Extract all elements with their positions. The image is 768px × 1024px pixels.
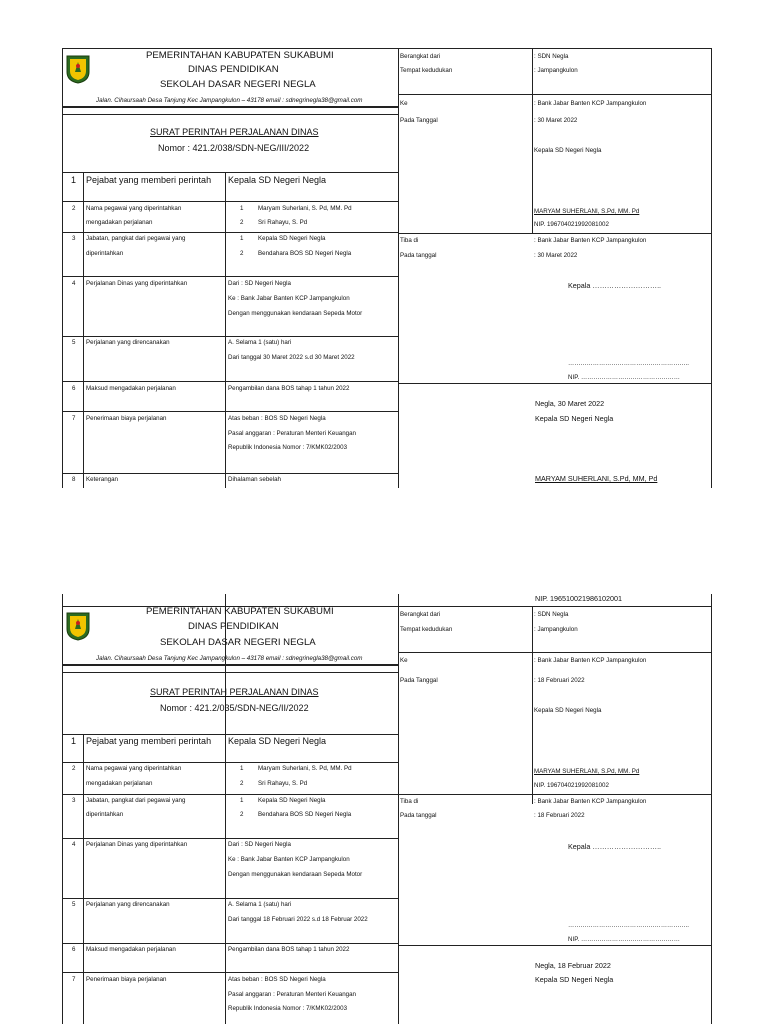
label-pada-tanggal: Pada Tanggal <box>400 117 438 124</box>
row-number: 2 <box>72 765 76 772</box>
budget-source: Atas beban : BOS SD Negeri Negla <box>228 415 326 422</box>
signature-blank-line: ………………………………………………….. <box>568 360 690 367</box>
border-right <box>711 48 712 488</box>
label-tiba: Tiba di <box>400 798 419 805</box>
budget-regulation: Pasal anggaran : Peraturan Menteri Keuangan <box>228 991 356 998</box>
position-1-number: 1 <box>240 235 244 242</box>
row-number: 3 <box>72 797 76 804</box>
label-biaya: Penerimaan biaya perjalanan <box>86 415 167 422</box>
value-pada-tanggal: : 18 Februari 2022 <box>534 677 585 684</box>
row-number: 4 <box>72 280 76 287</box>
row-number: 5 <box>72 901 76 908</box>
value-berangkat: : SDN Negla <box>534 611 569 618</box>
school-name: SEKOLAH DASAR NEGERI NEGLA <box>160 637 316 648</box>
label-biaya: Penerimaan biaya perjalanan <box>86 976 167 983</box>
label-tiba-tanggal: Pada tanggal <box>400 812 437 819</box>
value-pada-tanggal: : 30 Maret 2022 <box>534 117 578 124</box>
border-right <box>711 594 712 1024</box>
row-line <box>62 473 398 474</box>
row-line <box>62 943 398 944</box>
right-line <box>398 794 711 795</box>
kepala-signature-line: Kepala ……………………….. <box>568 281 662 290</box>
employee-1-number: 1 <box>240 205 244 212</box>
employee-1-number: 1 <box>240 765 244 772</box>
label-keterangan: Keterangan <box>86 476 118 483</box>
border-left <box>62 594 63 1024</box>
budget-regulation-number: Republik Indonesia Nomor : 7/KMK02/2003 <box>228 444 348 451</box>
budget-regulation: Pasal anggaran : Peraturan Menteri Keuangan <box>228 430 356 437</box>
sign-title: Kepala SD Negeri Negla <box>535 414 614 423</box>
row-line <box>62 336 398 337</box>
label-jabatan-2: diperintahkan <box>86 811 124 818</box>
row-line <box>62 201 398 202</box>
value-tempat: : Jampangkulon <box>534 67 578 74</box>
gov-name: PEMERINTAHAN KABUPATEN SUKABUMI <box>146 606 334 617</box>
sign-title: Kepala SD Negeri Negla <box>535 975 614 984</box>
label-pejabat: Pejabat yang memberi perintah <box>86 736 212 746</box>
row-number: 7 <box>72 415 76 422</box>
label-pejabat: Pejabat yang memberi perintah <box>86 175 212 185</box>
trip-dates: Dari tanggal 18 Februari 2022 s.d 18 Februar 2022 <box>228 916 368 923</box>
trip-from: Dari : SD Negeri Negla <box>228 280 291 287</box>
header-bottom-line <box>62 672 398 673</box>
nip-blank: NIP. ………………………………………… <box>568 936 680 943</box>
value-col-divider <box>225 172 226 488</box>
value-tiba-tanggal: : 30 Maret 2022 <box>534 252 578 259</box>
employee-2-name: Sri Rahayu, S. Pd <box>258 219 308 226</box>
value-pejabat: Kepala SD Negeri Negla <box>228 736 327 746</box>
label-tempat: Tempat kedudukan <box>400 626 453 633</box>
dept-name: DINAS PENDIDIKAN <box>188 621 279 632</box>
label-maksud: Maksud mengadakan perjalanan <box>86 946 176 953</box>
row-number: 1 <box>71 736 77 746</box>
position-2: Bendahara BOS SD Negeri Negla <box>258 250 352 257</box>
doc-title: SURAT PERINTAH PERJALANAN DINAS <box>150 127 319 137</box>
label-perjalanan-dinas: Perjalanan Dinas yang diperintahkan <box>86 280 188 287</box>
label-nama-pegawai: Nama pegawai yang diperintahkan <box>86 205 182 212</box>
trip-purpose: Pengambilan dana BOS tahap 1 tahun 2022 <box>228 946 350 953</box>
right-line <box>398 233 711 234</box>
row-number: 5 <box>72 339 76 346</box>
employee-1-name: Maryam Suherlani, S. Pd, MM. Pd <box>258 205 352 212</box>
position-2-number: 2 <box>240 250 244 257</box>
right-line <box>398 652 711 653</box>
signatory-nip: NIP. 196704021992081002 <box>534 782 609 789</box>
right-line <box>398 94 711 95</box>
school-name: SEKOLAH DASAR NEGERI NEGLA <box>160 79 316 90</box>
border-top <box>62 48 711 49</box>
signature-blank-line: ………………………………………………….. <box>568 922 690 929</box>
value-tiba-tanggal: : 18 Februari 2022 <box>534 812 585 819</box>
letterhead-rule <box>62 106 398 108</box>
nip-blank: NIP. ………………………………………… <box>568 374 680 381</box>
doc-number: Nomor : 421.2/038/SDN-NEG/III/2022 <box>158 143 310 153</box>
label-pada-tanggal: Pada Tanggal <box>400 677 438 684</box>
label-nama-pegawai: Nama pegawai yang diperintahkan <box>86 765 182 772</box>
right-col-divider <box>532 48 533 233</box>
row-number: 8 <box>72 476 76 483</box>
trip-vehicle: Dengan menggunakan kendaraan Sepeda Motor <box>228 871 363 878</box>
value-pejabat: Kepala SD Negeri Negla <box>228 175 327 185</box>
row-number: 4 <box>72 841 76 848</box>
trip-to: Ke : Bank Jabar Banten KCP Jampangkulon <box>228 295 350 302</box>
label-tempat: Tempat kedudukan <box>400 67 453 74</box>
row-number: 6 <box>72 946 76 953</box>
trip-dates: Dari tanggal 30 Maret 2022 s.d 30 Maret 2022 <box>228 354 355 361</box>
num-col-divider <box>83 734 84 1024</box>
value-ke: : Bank Jabar Banten KCP Jampangkulon <box>534 657 647 664</box>
label-ke: Ke <box>400 100 408 107</box>
sign-place-date: Negla, 30 Maret 2022 <box>535 399 605 408</box>
regency-crest-logo <box>65 611 91 641</box>
school-address: Jalan. Cihaursaah Desa Tanjung Kec Jampangkulon – 43178 email : sdnegrinegla38@gmail.com <box>96 655 363 662</box>
label-maksud: Maksud mengadakan perjalanan <box>86 385 176 392</box>
trip-duration: A. Selama 1 (satu) hari <box>228 339 292 346</box>
value-tempat: : Jampangkulon <box>534 626 578 633</box>
row-line <box>62 838 398 839</box>
row-line <box>62 411 398 412</box>
row-number: 3 <box>72 235 76 242</box>
previous-nip: NIP. 196510021986102001 <box>535 594 622 603</box>
row-line <box>62 734 398 735</box>
row-number: 1 <box>71 175 77 185</box>
row-number: 6 <box>72 385 76 392</box>
label-perjalanan-dinas: Perjalanan Dinas yang diperintahkan <box>86 841 188 848</box>
value-tiba: : Bank Jabar Banten KCP Jampangkulon <box>534 798 647 805</box>
signatory-nip: NIP. 196704021992081002 <box>534 221 609 228</box>
employee-2-number: 2 <box>240 219 244 226</box>
value-berangkat: : SDN Negla <box>534 53 569 60</box>
value-kepala-sd: Kepala SD Negeri Negla <box>534 147 602 154</box>
note-value: Dihalaman sebelah <box>228 476 281 483</box>
row-line <box>62 381 398 382</box>
doc-title: SURAT PERINTAH PERJALANAN DINAS <box>150 687 319 697</box>
label-tiba: Tiba di <box>400 237 419 244</box>
row-line <box>62 972 398 973</box>
value-ke: : Bank Jabar Banten KCP Jampangkulon <box>534 100 647 107</box>
row-line <box>62 762 398 763</box>
value-tiba: : Bank Jabar Banten KCP Jampangkulon <box>534 237 647 244</box>
label-nama-pegawai-2: mengadakan perjalanan <box>86 780 153 787</box>
sign-place-date: Negla, 18 Februar 2022 <box>535 961 611 970</box>
row-line <box>62 172 398 173</box>
position-2: Bendahara BOS SD Negeri Negla <box>258 811 352 818</box>
signatory-name: MARYAM SUHERLANI, S.Pd, MM. Pd <box>534 768 640 775</box>
employee-2-number: 2 <box>240 780 244 787</box>
row-line <box>62 276 398 277</box>
kepala-signature-line: Kepala ……………………….. <box>568 842 662 851</box>
right-line <box>398 945 711 946</box>
employee-1-name: Maryam Suherlani, S. Pd, MM. Pd <box>258 765 352 772</box>
budget-source: Atas beban : BOS SD Negeri Negla <box>228 976 326 983</box>
position-1: Kepala SD Negeri Negla <box>258 235 326 242</box>
label-ke: Ke <box>400 657 408 664</box>
row-line <box>62 898 398 899</box>
value-kepala-sd: Kepala SD Negeri Negla <box>534 707 602 714</box>
position-1-number: 1 <box>240 797 244 804</box>
label-nama-pegawai-2: mengadakan perjalanan <box>86 219 153 226</box>
header-bottom-line <box>62 114 398 115</box>
trip-purpose: Pengambilan dana BOS tahap 1 tahun 2022 <box>228 385 350 392</box>
budget-regulation-number: Republik Indonesia Nomor : 7/KMK02/2003 <box>228 1005 348 1012</box>
right-line <box>398 383 711 384</box>
regency-crest-logo <box>65 54 91 84</box>
trip-duration: A. Selama 1 (satu) hari <box>228 901 292 908</box>
gov-name: PEMERINTAHAN KABUPATEN SUKABUMI <box>146 50 334 61</box>
position-2-number: 2 <box>240 811 244 818</box>
right-col-divider <box>532 606 533 804</box>
num-col-divider <box>83 172 84 488</box>
row-line <box>62 794 398 795</box>
label-berangkat: Berangkat dari <box>400 53 441 60</box>
row-number: 2 <box>72 205 76 212</box>
doc-number: Nomor : 421.2/035/SDN-NEG/II/2022 <box>160 703 309 713</box>
row-number: 7 <box>72 976 76 983</box>
letterhead-rule <box>62 664 398 666</box>
label-jabatan: Jabatan, pangkat dari pegawai yang <box>86 797 186 804</box>
label-perjalanan-rencana: Perjalanan yang direncanakan <box>86 339 170 346</box>
label-jabatan-2: diperintahkan <box>86 250 124 257</box>
trip-vehicle: Dengan menggunakan kendaraan Sepeda Motor <box>228 310 363 317</box>
trip-from: Dari : SD Negeri Negla <box>228 841 291 848</box>
label-berangkat: Berangkat dari <box>400 611 441 618</box>
label-perjalanan-rencana: Perjalanan yang direncanakan <box>86 901 170 908</box>
column-divider <box>398 594 399 1024</box>
sign-name: MARYAM SUHERLANI, S.Pd, MM, Pd <box>535 474 658 483</box>
position-1: Kepala SD Negeri Negla <box>258 797 326 804</box>
spd-form-1 <box>62 48 711 488</box>
school-address: Jalan. Cihaursaah Desa Tanjung Kec Jampangkulon – 43178 email : sdnegrinegla38@gmail.com <box>96 97 363 104</box>
employee-2-name: Sri Rahayu, S. Pd <box>258 780 308 787</box>
row-line <box>62 232 398 233</box>
column-divider <box>398 48 399 488</box>
trip-to: Ke : Bank Jabar Banten KCP Jampangkulon <box>228 856 350 863</box>
spd-form-2 <box>62 594 711 1024</box>
signatory-name: MARYAM SUHERLANI, S.Pd, MM. Pd <box>534 208 640 215</box>
label-tiba-tanggal: Pada tanggal <box>400 252 437 259</box>
dept-name: DINAS PENDIDIKAN <box>188 64 279 75</box>
label-jabatan: Jabatan, pangkat dari pegawai yang <box>86 235 186 242</box>
